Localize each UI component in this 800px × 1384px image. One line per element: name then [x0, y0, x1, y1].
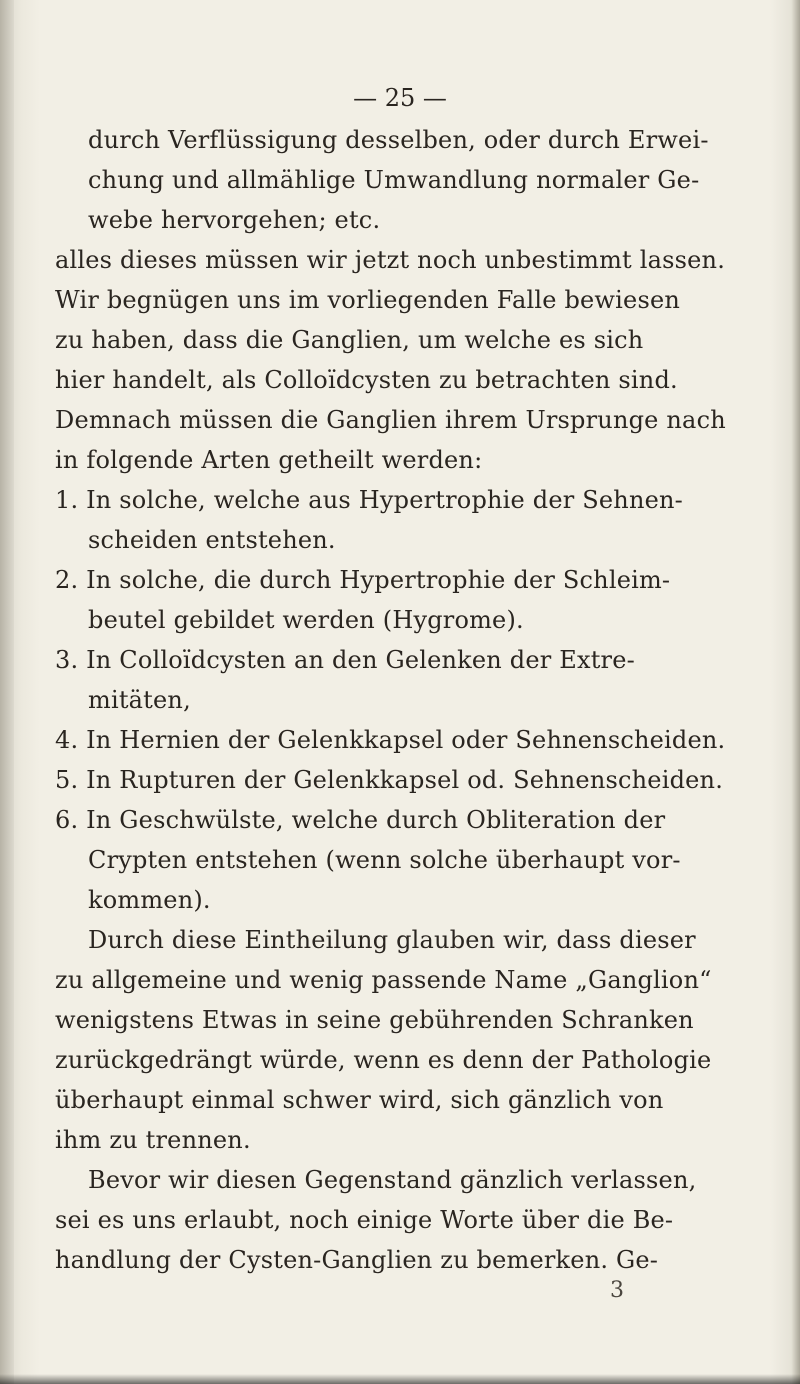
text-line: handlung der Cysten-Ganglien zu bemerken. Ge-	[55, 1246, 659, 1274]
page-header: — 25 —	[353, 84, 447, 112]
text-line: durch Verflüssigung desselben, oder durch Erwei-	[88, 126, 709, 154]
text-line: Bevor wir diesen Gegenstand gänzlich verlassen,	[88, 1166, 697, 1194]
text-line: zurückgedrängt würde, wenn es denn der Pathologie	[55, 1046, 712, 1074]
text-line: 2. In solche, die durch Hypertrophie der Schleim-	[55, 566, 671, 594]
text-line: mitäten,	[88, 686, 191, 714]
text-line: zu allgemeine und wenig passende Name „Ganglion“	[55, 966, 712, 994]
text-line: scheiden entstehen.	[88, 526, 336, 554]
text-line: 6. In Geschwülste, welche durch Obliteration der	[55, 806, 666, 834]
text-line: 5. In Rupturen der Gelenkkapsel od. Sehnenscheiden.	[55, 766, 724, 794]
page-edge-left	[0, 0, 14, 1384]
text-line: alles dieses müssen wir jetzt noch unbestimmt lassen.	[55, 246, 726, 274]
page-bottom-shadow	[0, 1374, 800, 1384]
text-line: Wir begnügen uns im vorliegenden Falle bewiesen	[55, 286, 681, 314]
text-line: Demnach müssen die Ganglien ihrem Ursprunge nach	[55, 406, 726, 434]
text-line: Durch diese Eintheilung glauben wir, dass dieser	[88, 926, 696, 954]
text-line: zu haben, dass die Ganglien, um welche es sich	[55, 326, 644, 354]
text-line: 4. In Hernien der Gelenkkapsel oder Sehnenscheiden.	[55, 726, 726, 754]
text-line: beutel gebildet werden (Hygrome).	[88, 606, 524, 634]
signature-mark: 3	[610, 1278, 624, 1303]
page-edge-right	[792, 0, 800, 1384]
text-line: kommen).	[88, 886, 211, 914]
text-line: sei es uns erlaubt, noch einige Worte über die Be-	[55, 1206, 674, 1234]
text-line: 1. In solche, welche aus Hypertrophie der Sehnen-	[55, 486, 683, 514]
text-line: ihm zu trennen.	[55, 1126, 251, 1154]
text-line: wenigstens Etwas in seine gebührenden Schranken	[55, 1006, 694, 1034]
text-line: 3. In Colloïdcysten an den Gelenken der Extre-	[55, 646, 635, 674]
text-line: Crypten entstehen (wenn solche überhaupt vor-	[88, 846, 681, 874]
text-line: in folgende Arten getheilt werden:	[55, 446, 483, 474]
text-line: chung und allmählige Umwandlung normaler Ge-	[88, 166, 700, 194]
text-line: überhaupt einmal schwer wird, sich gänzlich von	[55, 1086, 664, 1114]
text-line: hier handelt, als Colloïdcysten zu betrachten sind.	[55, 366, 678, 394]
text-line: webe hervorgehen; etc.	[88, 206, 381, 234]
